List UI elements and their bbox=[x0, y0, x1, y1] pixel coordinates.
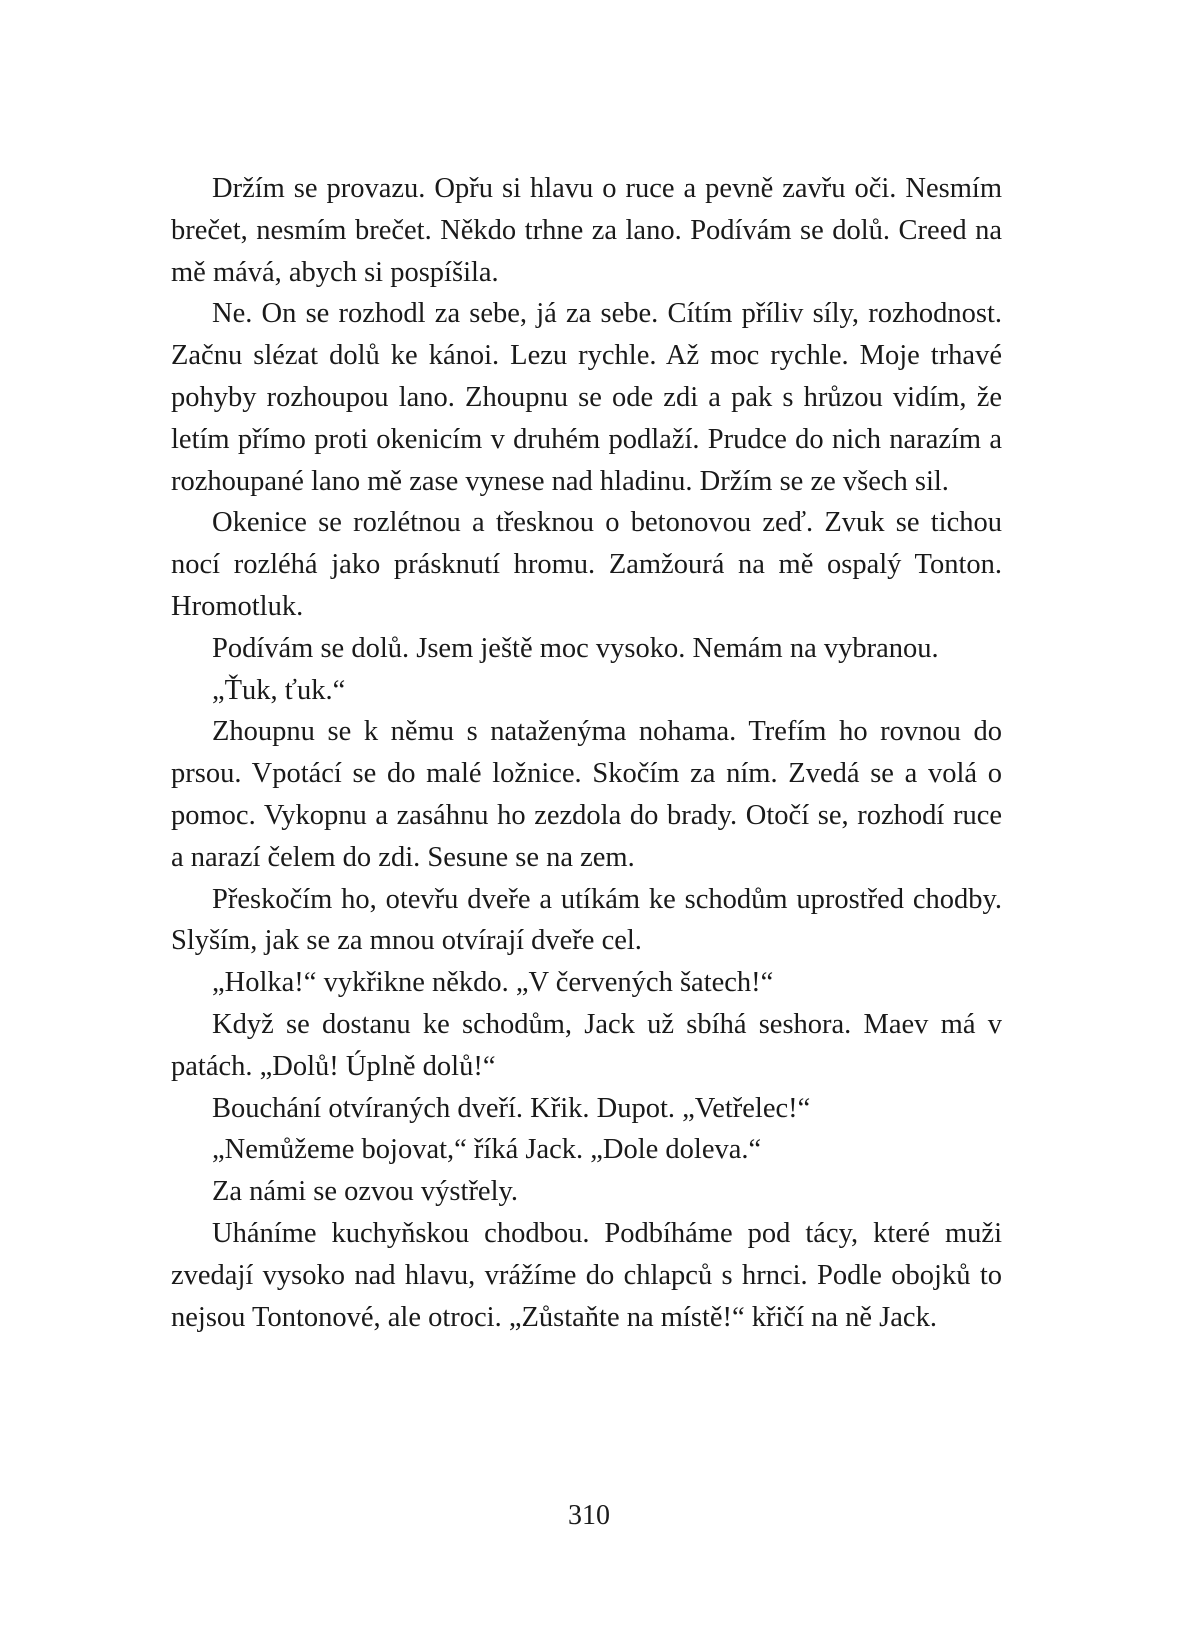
paragraph: Ne. On se rozhodl za sebe, já za sebe. Cítím příliv síly, rozhodnost. Začnu slézat dolů ke kánoi. Lezu rychle. Až moc rychle. Moje trhavé pohyby rozhoupou lano. Zhoupnu se ode zdi a pak s hrůzou vidím, že letím přímo proti okenicím v druhém podlaží. Prudce do nich narazím a rozhoupané lano mě zase vynese nad hladinu. Držím se ze všech sil. bbox=[171, 298, 1002, 497]
paragraph: Zhoupnu se k němu s nataženýma nohama. Trefím ho rovnou do prsou. Vpotácí se do malé ložnice. Skočím za ním. Zvedá se a volá o pomoc. Vykopnu a zasáhnu ho zezdola do brady. Otočí se, rozhodí ruce a narazí čelem do zdi. Sesune se na zem. bbox=[171, 716, 1002, 873]
paragraph: Když se dostanu ke schodům, Jack už sbíhá seshora. Maev má v patách. „Dolů! Úplně dolů!“ bbox=[171, 1008, 1002, 1082]
body-text bbox=[171, 168, 1002, 1338]
paragraph: Uháníme kuchyňskou chodbou. Podbíháme pod tácy, které muži zvedají vysoko nad hlavu, vrážíme do chlapců s hrnci. Podle obojků to nejsou Tontonové, ale otroci. „Zůstaňte na místě!“ křičí na ně Jack. bbox=[171, 1217, 1002, 1333]
paragraph: Okenice se rozlétnou a třesknou o betonovou zeď. Zvuk se tichou nocí rozléhá jako prásknutí hromu. Zamžourá na mě ospalý Tonton. Hromotluk. bbox=[171, 507, 1002, 622]
paragraph: „Nemůžeme bojovat,“ říká Jack. „Dole doleva.“ bbox=[212, 1134, 762, 1166]
paragraph: „Ťuk, ťuk.“ bbox=[212, 674, 346, 706]
paragraph: „Holka!“ vykřikne někdo. „V červených šatech!“ bbox=[212, 967, 774, 999]
paragraph: Přeskočím ho, otevřu dveře a utíkám ke schodům uprostřed chodby. Slyším, jak se za mnou otvírají dveře cel. bbox=[171, 883, 1002, 957]
paragraph: Podívám se dolů. Jsem ještě moc vysoko. Nemám na vybranou. bbox=[212, 632, 939, 664]
paragraph: Bouchání otvíraných dveří. Křik. Dupot. „Vetřelec!“ bbox=[212, 1092, 811, 1124]
paragraph: Za námi se ozvou výstřely. bbox=[212, 1176, 519, 1208]
paragraph: Držím se provazu. Opřu si hlavu o ruce a pevně zavřu oči. Nesmím brečet, nesmím brečet. Někdo trhne za lano. Podívám se dolů. Creed na mě mává, abych si pospíšila. bbox=[171, 173, 1002, 288]
page-number: 310 bbox=[568, 1500, 610, 1531]
